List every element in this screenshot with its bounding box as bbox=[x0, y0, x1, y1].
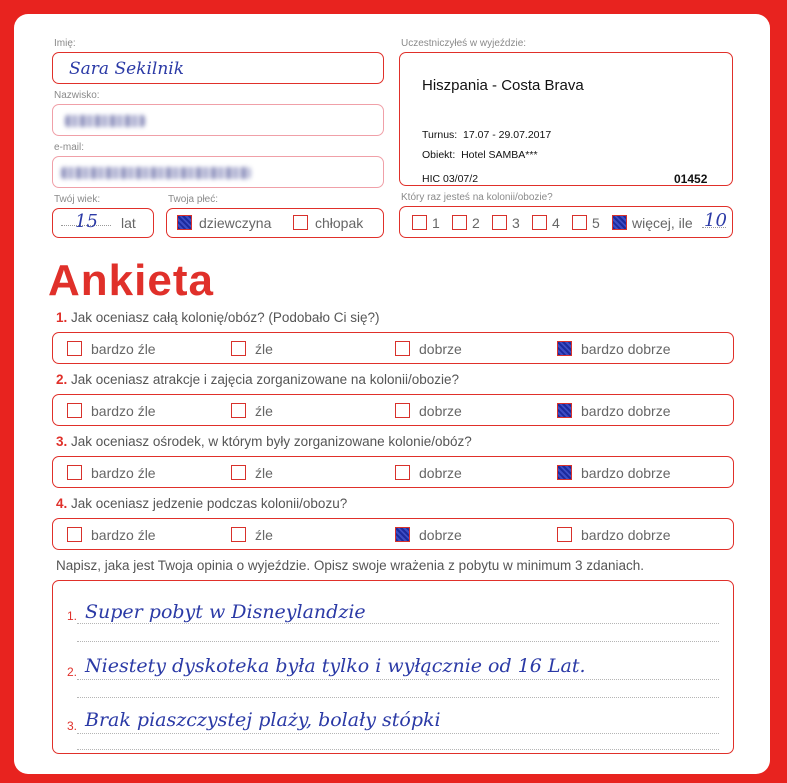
opinion-prompt: Napisz, jaka jest Twoja opinia o wyjeździe. Opisz swoje wrażenia z pobytu w minimum 3 zdaniach. bbox=[56, 558, 645, 573]
times-checkbox-3[interactable] bbox=[492, 215, 507, 230]
rating-row-4 bbox=[52, 518, 734, 550]
opinion-text-2: Niestety dyskoteka była tylko i wyłącznie od 16 Lat. bbox=[85, 655, 586, 677]
rating-option-label: dobrze bbox=[419, 527, 462, 543]
nazwisko-label: Nazwisko: bbox=[54, 90, 100, 101]
imie-value: Sara Sekilnik bbox=[69, 59, 185, 79]
opinion-num-1: 1. bbox=[67, 609, 78, 623]
opinion-num-2: 2. bbox=[67, 665, 78, 679]
rating-option-label: bardzo dobrze bbox=[581, 403, 671, 419]
times-option-3: 3 bbox=[512, 215, 520, 231]
times-more-value: 10 bbox=[704, 210, 727, 231]
plec-option-chlopak: chłopak bbox=[315, 215, 364, 231]
times-option-1: 1 bbox=[432, 215, 440, 231]
question-text: Jak oceniasz całą kolonię/obóz? (Podobało Ci się?) bbox=[71, 310, 380, 325]
rating-checkbox-4[interactable] bbox=[557, 527, 572, 542]
wiek-field[interactable] bbox=[52, 208, 154, 238]
rating-checkbox-1[interactable] bbox=[67, 527, 82, 542]
wiek-label: Twój wiek: bbox=[54, 194, 101, 205]
email-redacted bbox=[61, 167, 251, 179]
question-text: Jak oceniasz jedzenie podczas kolonii/obozu? bbox=[71, 496, 348, 511]
plec-checkbox-chlopak[interactable] bbox=[293, 215, 308, 230]
times-option-5: 5 bbox=[592, 215, 600, 231]
question-3 bbox=[56, 434, 472, 449]
rating-checkbox-2[interactable] bbox=[231, 341, 246, 356]
plec-option-dziewczyna: dziewczyna bbox=[199, 215, 272, 231]
opinion-rule-3 bbox=[77, 733, 719, 734]
trip-box bbox=[399, 52, 733, 186]
times-checkbox-4[interactable] bbox=[532, 215, 547, 230]
opinion-rule-1 bbox=[77, 623, 719, 624]
email-label: e-mail: bbox=[54, 142, 85, 153]
plec-label: Twoja płeć: bbox=[168, 194, 219, 205]
rating-checkbox-4[interactable] bbox=[557, 403, 572, 418]
rating-checkbox-3[interactable] bbox=[395, 465, 410, 480]
question-text: Jak oceniasz ośrodek, w którym były zorganizowane kolonie/obóz? bbox=[71, 434, 472, 449]
trip-code: HIC 03/07/2 bbox=[422, 173, 479, 185]
question-1 bbox=[56, 310, 379, 325]
rating-checkbox-4[interactable] bbox=[557, 341, 572, 356]
rating-option-label: dobrze bbox=[419, 403, 462, 419]
times-label: Który raz jesteś na kolonii/obozie? bbox=[401, 192, 553, 203]
rating-checkbox-1[interactable] bbox=[67, 403, 82, 418]
rating-option-label: źle bbox=[255, 341, 273, 357]
imie-field[interactable] bbox=[52, 52, 384, 84]
rating-option-label: bardzo źle bbox=[91, 527, 156, 543]
rating-row-3 bbox=[52, 456, 734, 488]
times-field bbox=[399, 206, 733, 238]
times-checkbox-1[interactable] bbox=[412, 215, 427, 230]
times-checkbox-2[interactable] bbox=[452, 215, 467, 230]
wiek-value: 15 bbox=[75, 211, 98, 232]
rating-checkbox-3[interactable] bbox=[395, 403, 410, 418]
rating-option-label: źle bbox=[255, 465, 273, 481]
nazwisko-redacted bbox=[65, 115, 145, 127]
rating-row-2 bbox=[52, 394, 734, 426]
rating-option-label: bardzo dobrze bbox=[581, 341, 671, 357]
question-number: 2. bbox=[56, 372, 68, 387]
opinion-text-3: Brak piaszczystej plaży, bolały stópki bbox=[85, 709, 441, 731]
rating-checkbox-3[interactable] bbox=[395, 341, 410, 356]
rating-option-label: źle bbox=[255, 403, 273, 419]
rating-checkbox-1[interactable] bbox=[67, 341, 82, 356]
trip-destination: Hiszpania - Costa Brava bbox=[422, 77, 584, 94]
opinion-rule-1b bbox=[77, 641, 719, 642]
times-checkbox-5[interactable] bbox=[572, 215, 587, 230]
imie-label: Imię: bbox=[54, 38, 76, 49]
opinion-rule-2b bbox=[77, 697, 719, 698]
rating-checkbox-1[interactable] bbox=[67, 465, 82, 480]
rating-row-1 bbox=[52, 332, 734, 364]
times-option-4: 4 bbox=[552, 215, 560, 231]
nazwisko-field[interactable] bbox=[52, 104, 384, 136]
plec-field bbox=[166, 208, 384, 238]
rating-checkbox-2[interactable] bbox=[231, 465, 246, 480]
opinion-text-1: Super pobyt w Disneylandzie bbox=[85, 601, 366, 623]
rating-checkbox-2[interactable] bbox=[231, 403, 246, 418]
opinion-rule-2 bbox=[77, 679, 719, 680]
rating-checkbox-2[interactable] bbox=[231, 527, 246, 542]
trip-label: Uczestniczyłeś w wyjeździe: bbox=[401, 38, 527, 49]
opinion-rule-3b bbox=[77, 749, 719, 750]
survey-sheet bbox=[14, 14, 770, 774]
rating-option-label: bardzo źle bbox=[91, 465, 156, 481]
question-number: 1. bbox=[56, 310, 68, 325]
page-title: Ankieta bbox=[48, 256, 214, 305]
times-checkbox-more[interactable] bbox=[612, 215, 627, 230]
question-2 bbox=[56, 372, 459, 387]
question-number: 4. bbox=[56, 496, 68, 511]
trip-turnus: Turnus: 17.07 - 29.07.2017 bbox=[422, 129, 552, 141]
wiek-unit: lat bbox=[121, 215, 136, 231]
rating-option-label: bardzo dobrze bbox=[581, 465, 671, 481]
rating-option-label: dobrze bbox=[419, 465, 462, 481]
rating-checkbox-4[interactable] bbox=[557, 465, 572, 480]
question-4 bbox=[56, 496, 347, 511]
opinion-num-3: 3. bbox=[67, 719, 78, 733]
plec-checkbox-dziewczyna[interactable] bbox=[177, 215, 192, 230]
question-text: Jak oceniasz atrakcje i zajęcia zorganizowane na kolonii/obozie? bbox=[71, 372, 460, 387]
rating-option-label: źle bbox=[255, 527, 273, 543]
rating-option-label: dobrze bbox=[419, 341, 462, 357]
rating-option-label: bardzo dobrze bbox=[581, 527, 671, 543]
times-option-2: 2 bbox=[472, 215, 480, 231]
rating-checkbox-3[interactable] bbox=[395, 527, 410, 542]
times-more-label: więcej, ile bbox=[632, 215, 693, 231]
trip-obiekt: Obiekt: Hotel SAMBA*** bbox=[422, 149, 538, 161]
opinion-box[interactable] bbox=[52, 580, 734, 754]
rating-option-label: bardzo źle bbox=[91, 341, 156, 357]
rating-option-label: bardzo źle bbox=[91, 403, 156, 419]
question-number: 3. bbox=[56, 434, 68, 449]
email-field[interactable] bbox=[52, 156, 384, 188]
trip-number: 01452 bbox=[674, 172, 708, 186]
